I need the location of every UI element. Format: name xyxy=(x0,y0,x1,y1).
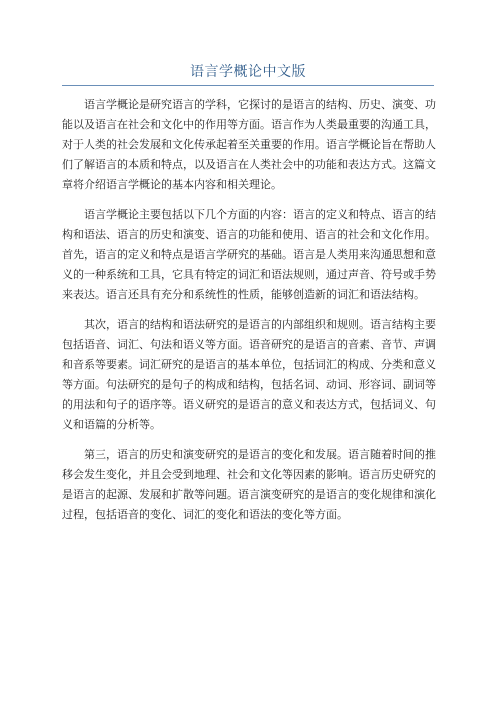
document-title: 语言学概论中文版 xyxy=(190,64,306,80)
paragraph-4: 第三，语言的历史和演变研究的是语言的变化和发展。语言随着时间的推移会发生变化，并且会受到地理、社会和文化等因素的影响。语言历史研究的是语言的起源、发展和扩散等问题。语言演变研究的是语言的变化规律和演化过程，包括语音的变化、词汇的变化和语法的变化等方面。 xyxy=(62,448,436,521)
paragraph-1: 语言学概论是研究语言的学科，它探讨的是语言的结构、历史、演变、功能以及语言在社会和文化中的作用等方面。语言作为人类最重要的沟通工具，对于人类的社会发展和文化传承起着至关重要的作用。语言学概论旨在帮助人们了解语言的本质和特点，以及语言在人类社会中的功能和表达方式。这篇文章将介绍语言学概论的基本内容和相关理论。 xyxy=(62,98,436,191)
paragraph-2: 语言学概论主要包括以下几个方面的内容：语言的定义和特点、语言的结构和语法、语言的历史和演变、语言的功能和使用、语言的社会和文化作用。首先，语言的定义和特点是语言学研究的基础。语言是人类用来沟通思想和意义的一种系统和工具，它具有特定的词汇和语法规则，通过声音、符号或手势来表达。语言还具有充分和系统性的性质，能够创造新的词汇和语法结构。 xyxy=(62,208,436,301)
title-divider xyxy=(62,85,434,86)
paragraph-3: 其次，语言的结构和语法研究的是语言的内部组织和规则。语言结构主要包括语音、词汇、句法和语义等方面。语音研究的是语言的音素、音节、声调和音系等要素。词汇研究的是语言的基本单位，包括词汇的构成、分类和意义等方面。句法研究的是句子的构成和结构，包括名词、动词、形容词、副词等的用法和句子的语序等。语义研究的是语言的意义和表达方式，包括词义、句义和语篇的分析等。 xyxy=(62,318,436,431)
document-body xyxy=(62,95,436,535)
